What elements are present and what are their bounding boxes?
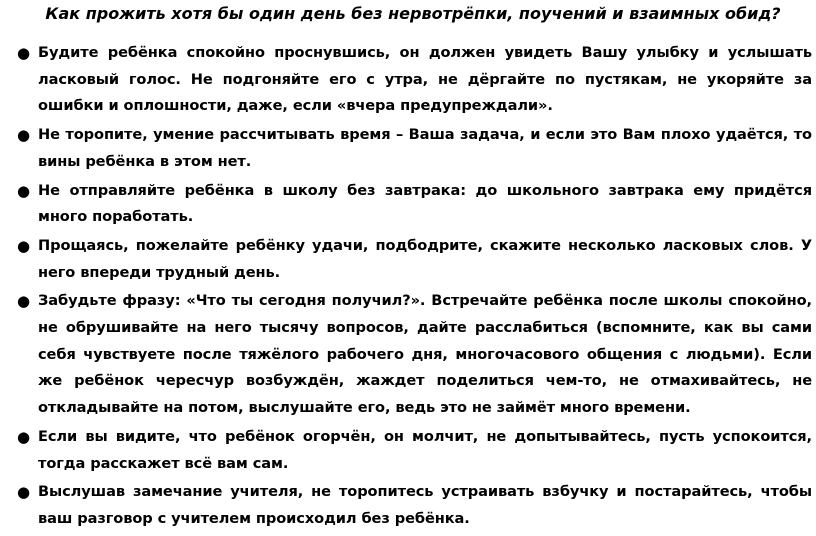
list-item-text: Если вы видите, что ребёнок огорчён, он молчит, не допытывайтесь, пусть успокоится, тогда расскажет всё вам сам.	[38, 427, 812, 472]
list-item-text: Выслушав замечание учителя, не торопитесь устраивать взбучку и постарайтесь, чтобы ваш разговор с учителем происходил без ребёнка.	[38, 483, 812, 527]
list-item-text: Не торопите, умение рассчитывать время – Ваша задача, и если это Вам плохо удаётся, то вины ребёнка в этом нет.	[38, 126, 812, 170]
list-item-text: Забудьте фразу: «Что ты сегодня получил?». Встречайте ребёнка после школы спокойно, не обрушивайте на него тысячу вопросов, дайте расслабиться (вспомните, как вы сами себя чувствуете после тяжёлого рабочего дня, многочасового общения с людьми). Если же ребёнок чересчур возбуждён, жаждет поделиться чем-то, не отмахивайтесь, не откладывайте на потом, выслушайте его, ведь это не займёт много времени.	[38, 292, 812, 417]
list-item	[0, 178, 816, 231]
list-item-text: Прощаясь, пожелайте ребёнку удачи, подбодрите, скажите несколько ласковых слов. У него впереди трудный день.	[38, 236, 812, 281]
list-item	[0, 40, 816, 120]
bullet-icon: ●	[17, 236, 30, 255]
bullet-icon: ●	[17, 181, 30, 200]
list-item	[0, 233, 816, 286]
list-item	[0, 424, 816, 477]
list-item-text: Будите ребёнка спокойно проснувшись, он должен увидеть Вашу улыбку и услышать ласковый голос. Не подгоняйте его с утра, не дёргайте по пустякам, не укоряйте за ошибки и оплошности, даже, если «вчера предупреждали».	[38, 44, 812, 115]
bullet-icon: ●	[17, 44, 30, 62]
advice-list	[0, 40, 816, 535]
list-item	[0, 479, 816, 532]
list-item	[0, 122, 816, 175]
document-title: Как прожить хотя бы один день без нервотрёпки, поучений и взаимных обид?	[45, 4, 781, 23]
bullet-icon: ●	[17, 427, 30, 446]
bullet-icon: ●	[17, 126, 30, 145]
bullet-icon: ●	[17, 292, 30, 311]
list-item	[0, 288, 816, 422]
bullet-icon: ●	[17, 483, 30, 502]
list-item-text: Не отправляйте ребёнка в школу без завтрака: до школьного завтрака ему придётся много поработать.	[38, 181, 812, 226]
